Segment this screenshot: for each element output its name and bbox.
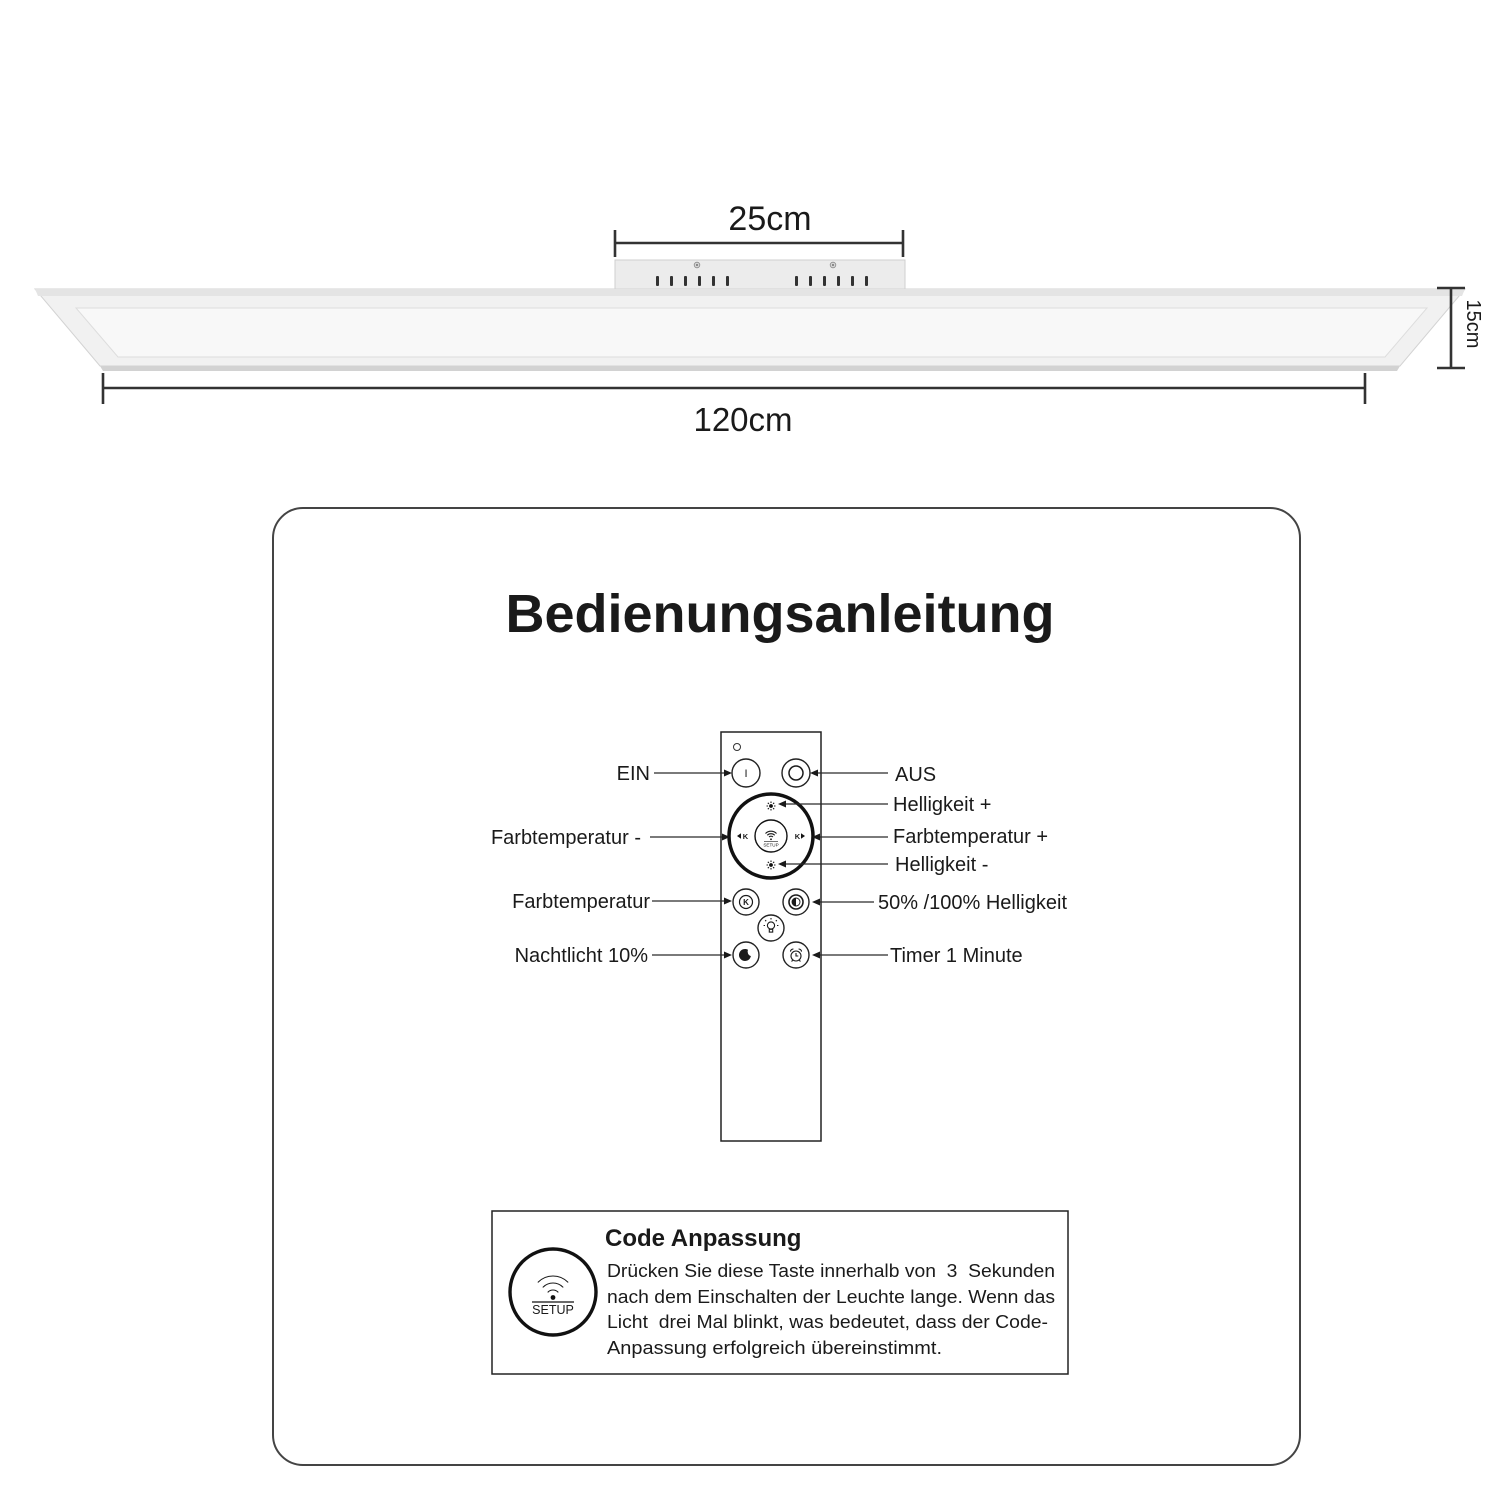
label-brightness-toggle-text: 50% /100% Helligkeit (878, 892, 1067, 914)
remote-setup-label: SETUP (763, 842, 779, 848)
color-temp-symbol: K (742, 832, 749, 841)
dimension-label-mount-width: 25cm (728, 200, 812, 238)
sun-icon (767, 802, 776, 811)
screw-center (696, 264, 698, 266)
vent-slot (698, 276, 701, 286)
color-temp-symbol: K (743, 898, 749, 907)
vent-slot (823, 276, 826, 286)
vent-slot (684, 276, 687, 286)
vent-slot (837, 276, 840, 286)
dimension-line (103, 373, 1365, 404)
label-timer-text: Timer 1 Minute (890, 945, 1023, 967)
vent-slot (712, 276, 715, 286)
code-pairing-line: Drücken Sie diese Taste innerhalb von 3 Sekunden (607, 1261, 1055, 1281)
sun-core (769, 863, 773, 867)
dimension-mount-width (615, 200, 903, 257)
panel-top-lip (35, 289, 1465, 296)
code-pairing-line: Anpassung erfolgreich übereinstimmt. (607, 1338, 942, 1358)
dimension-label-panel-height: 15cm (1462, 299, 1484, 349)
remote-button-off (782, 759, 810, 787)
panel-illustration (35, 260, 1465, 371)
dimension-panel-length (103, 373, 1365, 438)
label-off-text: AUS (895, 764, 937, 786)
label-color-temp-text: Farbtemperatur (512, 891, 650, 913)
color-temp-symbol: K (794, 832, 801, 841)
label-night-light-text: Nachtlicht 10% (514, 945, 648, 967)
power-off-icon (782, 759, 810, 787)
remote-setup-button (755, 820, 787, 852)
vent-slot (865, 276, 868, 286)
vent-slot (726, 276, 729, 286)
code-pairing-line: nach dem Einschalten der Leuchte lange. Wenn das (607, 1287, 1055, 1307)
panel-bottom-edge (100, 366, 1400, 371)
remote-button-on (732, 759, 760, 787)
on-symbol: I (744, 768, 748, 780)
remote-button-timer (783, 942, 809, 968)
label-color-temp-up-text: Farbtemperatur + (893, 826, 1049, 848)
code-pairing-title: Code Anpassung (605, 1225, 802, 1252)
panel-light-face (76, 308, 1427, 357)
setup-button-ring (510, 1249, 596, 1335)
remote-button-brightness-toggle (783, 889, 809, 915)
sun-icon (767, 861, 776, 870)
vent-slot (809, 276, 812, 286)
label-on-text: EIN (616, 763, 650, 785)
code-pairing-box (492, 1211, 1068, 1374)
mounting-box (615, 260, 905, 291)
remote-button-bulb (758, 915, 784, 941)
sun-core (769, 804, 773, 808)
label-brightness-up-text: Helligkeit + (893, 794, 992, 816)
dimension-label-panel-length: 120cm (693, 401, 793, 438)
vent-slot (795, 276, 798, 286)
remote-button-night-light (733, 942, 759, 968)
setup-label: SETUP (532, 1303, 574, 1317)
manual-title: Bedienungsanleitung (505, 584, 1055, 644)
label-brightness-down-text: Helligkeit - (895, 854, 989, 876)
wifi-dot (770, 838, 772, 840)
remote-control-ring (729, 794, 813, 878)
vent-slot (670, 276, 673, 286)
vent-slot (656, 276, 659, 286)
label-color-temp-down-text: Farbtemperatur - (490, 827, 641, 849)
vent-slot (851, 276, 854, 286)
setup-button-illustration (510, 1249, 596, 1335)
remote-control (721, 732, 821, 1141)
wifi-dot (551, 1295, 556, 1300)
screw-center (832, 264, 834, 266)
code-pairing-line: Licht drei Mal blinkt, was bedeutet, dass der Code- (607, 1312, 1048, 1332)
remote-button-color-temp (733, 889, 759, 915)
